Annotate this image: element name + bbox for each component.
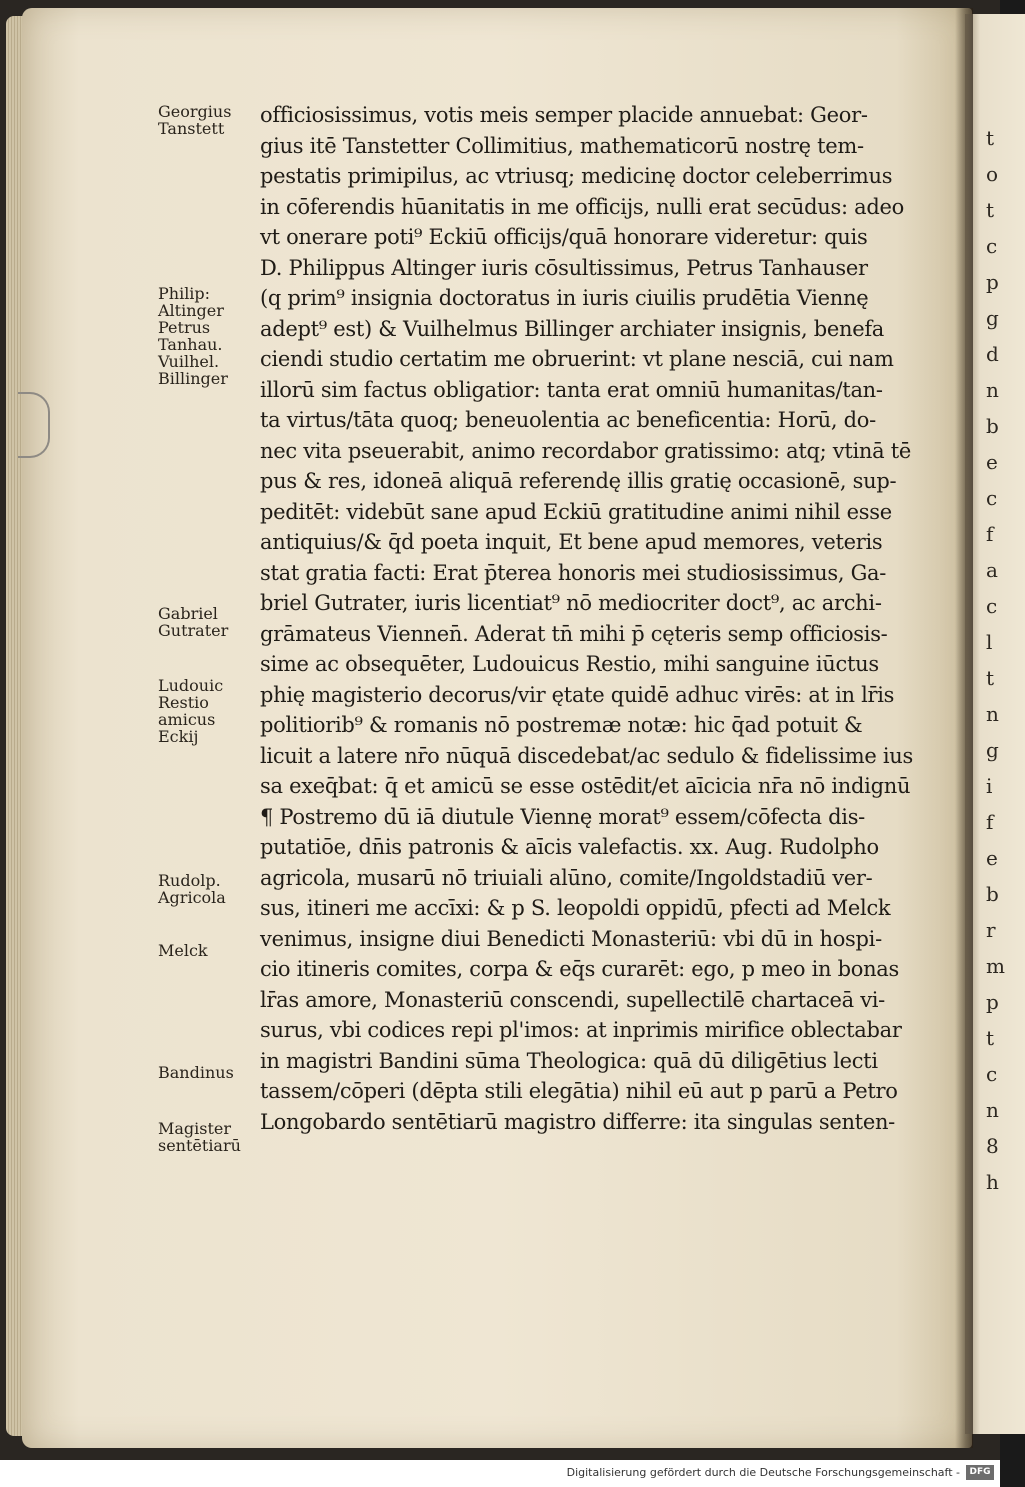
text-line: gius itē Tanstetter Collimitius, mathematicorū nostrę tem- bbox=[260, 133, 864, 158]
paper-clip bbox=[18, 392, 50, 458]
text-line: grāmateus Viennen̄. Aderat tn̄ mihi p̄ cęteris semp officiosis- bbox=[260, 621, 888, 646]
marginal-note-line: Altinger bbox=[158, 301, 224, 320]
marginal-note-line: Rudolp. bbox=[158, 871, 221, 890]
marginal-note bbox=[158, 942, 268, 959]
right-page-fragment: t bbox=[986, 666, 995, 690]
text-line: D. Philippus Altinger iuris cōsultissimus, Petrus Tanhauser bbox=[260, 255, 868, 280]
right-page-fragment: c bbox=[986, 486, 998, 510]
right-page-fragment: d bbox=[986, 342, 999, 366]
marginal-note-line: sentētiarū bbox=[158, 1136, 241, 1155]
text-line: briel Gutrater, iuris licentiat⁹ nō mediocriter doct⁹, ac archi- bbox=[260, 591, 882, 615]
text-line: venimus, insigne diui Benedicti Monasteriū: vbi dū in hospi- bbox=[260, 926, 882, 951]
right-page-fragment: n bbox=[986, 378, 999, 402]
text-line: sa exeq̄bat: q̄ et amicū se esse ostēdit/et aīcicia nr̄a nō indignū bbox=[260, 774, 911, 798]
right-page-fragment: c bbox=[986, 1062, 998, 1086]
text-line: cio itineris comites, corpa & eq̄s curarēt: ego, p meo in bonas bbox=[260, 957, 899, 981]
text-line: sus, itineri me accīxi: & p S. leopoldi oppidū, pfecti ad Melck bbox=[260, 896, 891, 920]
text-line: sime ac obsequēter, Ludouicus Restio, mihi sanguine iūctus bbox=[260, 652, 879, 676]
text-line: ciendi studio certatim me obruerint: vt plane nesciā, cui nam bbox=[260, 347, 894, 371]
text-line: tassem/cōperi (dēpta stili elegātia) nihil eū aut p parū a Petro bbox=[260, 1079, 898, 1103]
text-line: antiquius/& q̄d poeta inquit, Et bene apud memores, veteris bbox=[260, 530, 883, 554]
text-line: politiorib⁹ & romanis nō postremæ notæ: hic q̄ad potuit & bbox=[260, 713, 863, 737]
text-line: (q prim⁹ insignia doctoratus in iuris ciuilis prudētia Viennę bbox=[260, 286, 869, 310]
marginal-note-line: Philip: bbox=[158, 284, 211, 303]
right-page-fragment: g bbox=[986, 738, 999, 762]
right-page-fragment: 8 bbox=[986, 1134, 999, 1158]
text-line: putatiōe, dn̄is patronis & aīcis valefactis. xx. Aug. Rudolpho bbox=[260, 835, 879, 859]
marginal-note-line: Gabriel bbox=[158, 604, 218, 623]
marginal-note bbox=[158, 103, 268, 137]
text-line: agricola, musarū nō triuiali alūno, comite/Ingoldstadiū ver- bbox=[260, 865, 873, 890]
right-page-fragment: e bbox=[986, 846, 998, 870]
text-line: nec vita pseuerabit, animo recordabor gratissimo: atq; vtinā tē bbox=[260, 438, 911, 463]
marginal-note-line: Petrus bbox=[158, 318, 211, 337]
text-line: vt onerare poti⁹ Eckiū officijs/quā honorare videretur: quis bbox=[260, 225, 868, 249]
right-page-fragment: l bbox=[986, 630, 993, 654]
right-page-fragment: t bbox=[986, 1026, 995, 1050]
text-line: pestatis primipilus, ac vtriusq; medicinę doctor celeberrimus bbox=[260, 164, 893, 188]
right-page-fragment: t bbox=[986, 198, 995, 222]
text-line: officiosissimus, votis meis semper placide annuebat: Geor- bbox=[260, 103, 868, 127]
text-line: adept⁹ est) & Vuilhelmus Billinger archiater insignis, benefa bbox=[260, 316, 885, 341]
marginal-note bbox=[158, 1120, 268, 1154]
text-line: ta virtus/tāta quoq; beneuolentia ac beneficentia: Horū, do- bbox=[260, 408, 876, 432]
marginal-note-line: Restio bbox=[158, 693, 209, 712]
marginal-note-line: Bandinus bbox=[158, 1063, 234, 1082]
text-line: surus, vbi codices repi pl'imos: at inprimis mirifice oblectabar bbox=[260, 1018, 902, 1042]
right-page-fragment: t bbox=[986, 126, 995, 150]
footer-bar bbox=[0, 1460, 1000, 1487]
text-line: stat gratia facti: Erat p̄terea honoris mei studiosissimus, Ga- bbox=[260, 560, 887, 585]
right-page-fragment: m bbox=[986, 954, 1005, 978]
right-page-fragment: r bbox=[986, 918, 996, 942]
marginal-note-line: Magister bbox=[158, 1119, 232, 1138]
right-page-fragment: n bbox=[986, 1098, 999, 1122]
dfg-logo: DFG bbox=[966, 1465, 994, 1480]
marginal-note-line: Georgius bbox=[158, 102, 232, 121]
marginal-note-line: Vuilhel. bbox=[158, 352, 220, 371]
marginal-note bbox=[158, 872, 268, 906]
right-page-fragment: f bbox=[986, 522, 994, 546]
marginal-note bbox=[158, 605, 268, 639]
marginal-note-line: Ludouic bbox=[158, 676, 224, 695]
right-page-fragment: p bbox=[986, 270, 999, 294]
marginal-note bbox=[158, 1064, 268, 1081]
right-page-fragment: c bbox=[986, 234, 998, 258]
right-page-fragment: a bbox=[986, 558, 998, 582]
text-line: illorū sim factus obligatior: tanta erat omniū humanitas/tan- bbox=[260, 377, 883, 402]
text-line: pus & res, idoneā aliquā referendę illis gratię occasionē, sup- bbox=[260, 469, 897, 493]
text-line: in magistri Bandini sūma Theologica: quā dū diligētius lecti bbox=[260, 1048, 878, 1073]
marginal-note-line: Eckij bbox=[158, 727, 199, 746]
right-page-fragment: o bbox=[986, 162, 999, 186]
text-line: ¶ Postremo dū iā diutule Viennę morat⁹ essem/cōfecta dis- bbox=[260, 804, 865, 829]
right-page-fragment: c bbox=[986, 594, 998, 618]
right-page-fragment: g bbox=[986, 306, 999, 330]
right-page-fragment: i bbox=[986, 774, 993, 798]
right-page-fragment: e bbox=[986, 450, 998, 474]
marginal-note-line: Billinger bbox=[158, 369, 228, 388]
text-line: Longobardo sentētiarū magistro differre: ita singulas senten- bbox=[260, 1109, 895, 1134]
text-line: licuit a latere nr̄o nūquā discedebat/ac sedulo & fidelissime ius bbox=[260, 743, 913, 768]
marginal-note-line: Agricola bbox=[158, 888, 226, 907]
marginal-note-line: Tanhau. bbox=[158, 335, 223, 354]
marginal-note-line: Gutrater bbox=[158, 621, 229, 640]
right-page-fragment: n bbox=[986, 702, 999, 726]
marginal-note bbox=[158, 285, 268, 387]
text-line: lr̄as amore, Monasteriū conscendi, supellectilē chartaceā vi- bbox=[260, 987, 885, 1012]
right-page-fragment: b bbox=[986, 882, 999, 906]
text-line: peditēt: videbūt sane apud Eckiū gratitudine animi nihil esse bbox=[260, 499, 892, 524]
right-page-fragments bbox=[986, 120, 1006, 1200]
marginal-note-line: Tanstett bbox=[158, 119, 225, 138]
footer-credit: Digitalisierung gefördert durch die Deutsche Forschungsgemeinschaft - bbox=[566, 1466, 960, 1479]
right-page-fragment: h bbox=[986, 1170, 999, 1194]
marginal-note bbox=[158, 677, 268, 745]
right-page-fragment: f bbox=[986, 810, 994, 834]
text-line: in cōferendis hūanitatis in me officijs, nulli erat secūdus: adeo bbox=[260, 194, 904, 219]
right-page-fragment: b bbox=[986, 414, 999, 438]
text-line: phię magisterio decorus/vir ętate quidē adhuc virēs: at in lr̄is bbox=[260, 682, 895, 707]
marginal-note-line: Melck bbox=[158, 941, 208, 960]
right-page-fragment: p bbox=[986, 990, 999, 1014]
main-text-block bbox=[260, 100, 960, 1137]
marginal-note-line: amicus bbox=[158, 710, 216, 729]
